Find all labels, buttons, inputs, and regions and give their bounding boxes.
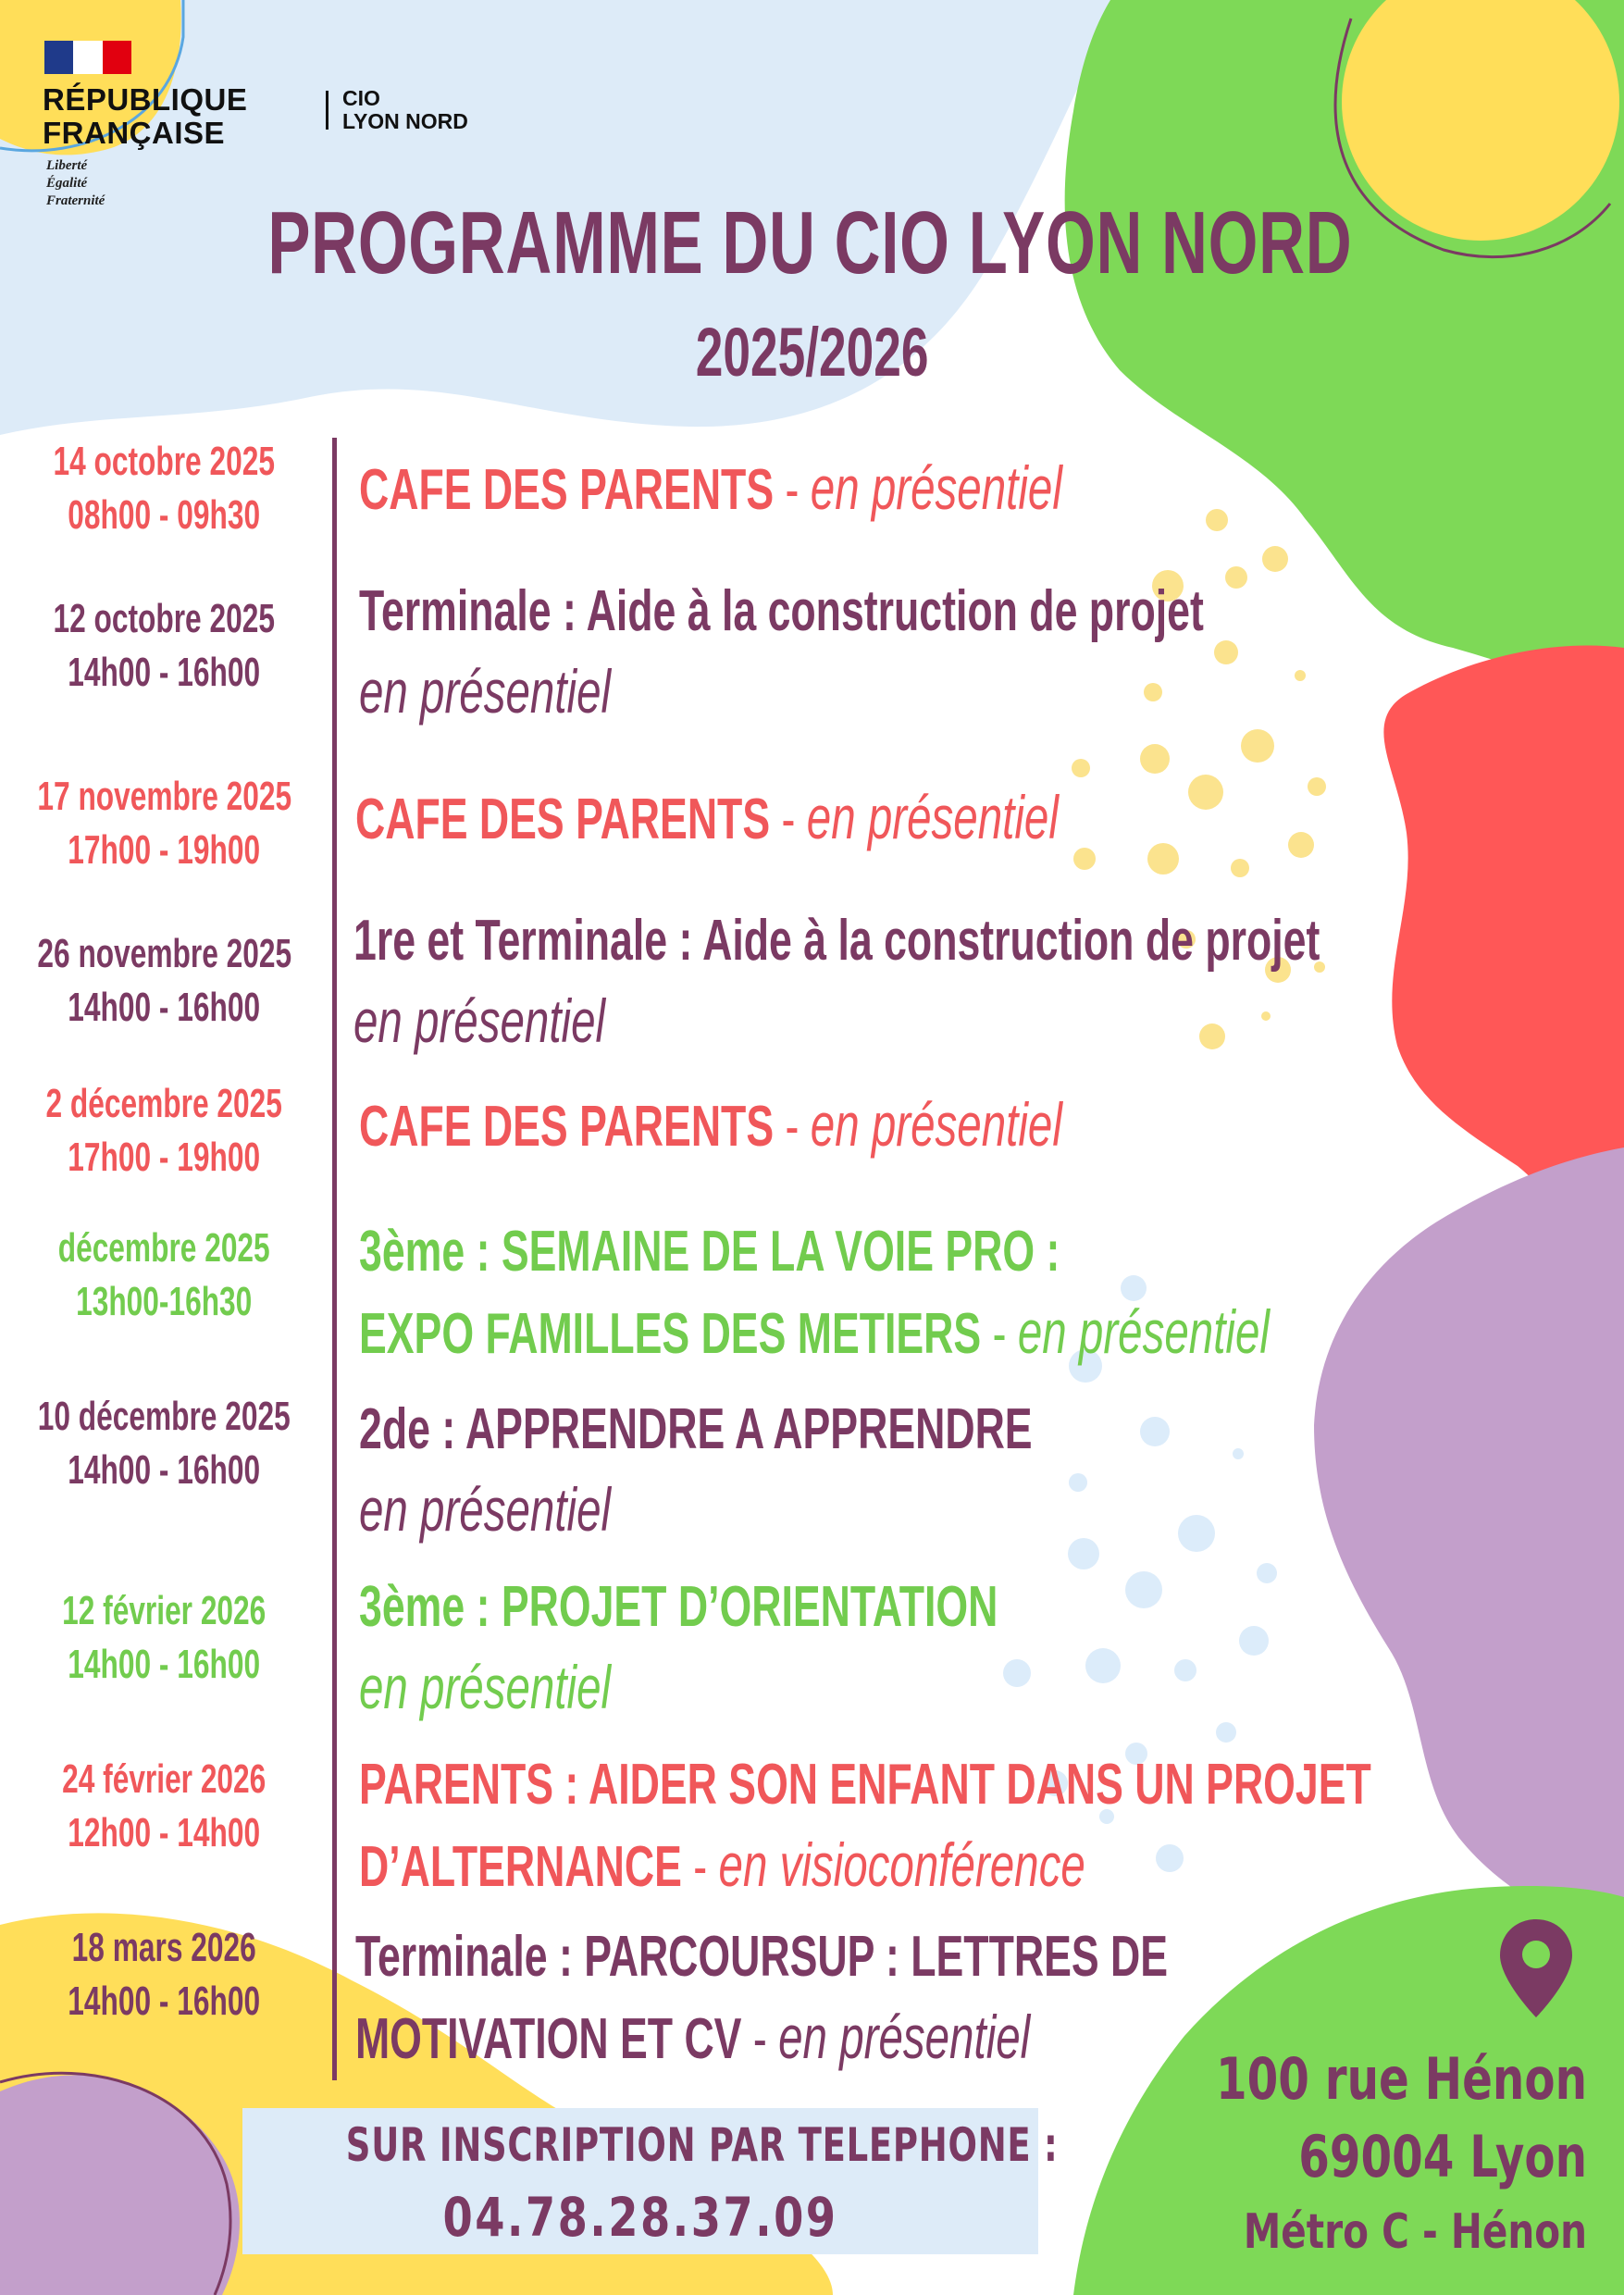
event-description (359, 448, 1332, 530)
event-title: 1re et Terminale : Aide à la construction de projet (353, 909, 1320, 973)
separator: - (770, 788, 807, 851)
address-street: 100 rue Hénon (1215, 2045, 1587, 2113)
timeline-line (332, 438, 337, 2080)
event-time: 14h00 - 16h00 (68, 1642, 261, 1687)
event-date: 10 décembre 2025 (37, 1394, 291, 1439)
event-time: 17h00 - 19h00 (68, 1135, 261, 1180)
event-date-block (37, 1077, 291, 1185)
republique-line1: RÉPUBLIQUE (43, 82, 248, 117)
event-description (353, 901, 1326, 1061)
event-title: Terminale : PARCOURSUP : LETTRES DE (355, 1925, 1169, 1989)
event-mode: en présentiel (359, 1653, 612, 1721)
event-date: 17 novembre 2025 (37, 774, 292, 819)
event-date-block (37, 1390, 291, 1497)
event-description (359, 1568, 1332, 1727)
event-title: CAFE DES PARENTS (355, 788, 771, 851)
event-date: 24 février 2026 (62, 1756, 267, 1802)
event-date-block (37, 1584, 291, 1692)
event-mode: en présentiel (353, 986, 606, 1055)
event-date: 18 mars 2026 (71, 1925, 256, 1970)
event-time: 14h00 - 16h00 (68, 985, 261, 1030)
event-title: 2de : APPRENDRE A APPRENDRE (359, 1397, 1033, 1461)
event-date: décembre 2025 (57, 1225, 270, 1271)
event-date: 2 décembre 2025 (45, 1081, 282, 1126)
event-time: 14h00 - 16h00 (68, 650, 261, 695)
event-title-line2: EXPO FAMILLES DES METIERS (359, 1302, 982, 1366)
cio-logo (342, 87, 546, 133)
logo-divider (326, 91, 329, 130)
motto-fraternite: Fraternité (46, 193, 105, 208)
separator: - (774, 458, 811, 522)
separator: - (681, 1835, 719, 1899)
event-title-line2: D’ALTERNANCE (359, 1835, 682, 1899)
republique-francaise-logo (43, 83, 265, 150)
event-description (359, 1745, 1371, 1907)
event-description (359, 1390, 1332, 1549)
separator: - (981, 1302, 1018, 1366)
event-title: CAFE DES PARENTS (359, 1095, 775, 1159)
event-title: Terminale : Aide à la construction de projet (359, 579, 1204, 643)
event-time: 17h00 - 19h00 (68, 827, 261, 873)
event-title: PARENTS : AIDER SON ENFANT DANS UN PROJET (359, 1753, 1371, 1817)
cio-line2: LYON NORD (342, 109, 468, 133)
event-mode: en présentiel (806, 783, 1059, 851)
event-time: 12h00 - 14h00 (68, 1810, 261, 1855)
address-metro: Métro C - Hénon (1243, 2204, 1587, 2260)
phone-number[interactable]: 04.78.28.37.09 (442, 2186, 838, 2249)
location-pin-icon (1494, 1916, 1578, 2021)
inscription-label: SUR INSCRIPTION PAR TELEPHONE : (345, 2118, 1059, 2172)
event-date: 26 novembre 2025 (37, 931, 292, 976)
event-description (359, 1212, 1332, 1374)
event-time: 14h00 - 16h00 (68, 1979, 261, 2024)
event-date-block (37, 435, 291, 542)
event-date: 14 octobre 2025 (53, 439, 275, 484)
event-date: 12 février 2026 (62, 1588, 267, 1633)
event-date-block (37, 1222, 291, 1329)
event-description (359, 1085, 1332, 1167)
event-mode: en présentiel (778, 2003, 1031, 2071)
republique-line2: FRANÇAISE (43, 116, 226, 150)
page-subtitle: 2025/2026 (695, 314, 929, 391)
separator: - (774, 1095, 811, 1159)
motto-liberte: Liberté (46, 158, 88, 173)
event-date-block (37, 770, 291, 877)
event-title: 3ème : SEMAINE DE LA VOIE PRO : (359, 1220, 1060, 1284)
event-date: 12 octobre 2025 (53, 596, 275, 641)
event-time: 08h00 - 09h30 (68, 492, 261, 538)
event-mode: en présentiel (810, 453, 1062, 522)
separator: - (741, 2007, 779, 2071)
event-description (359, 572, 1332, 731)
event-mode: en présentiel (359, 657, 612, 726)
event-mode: en présentiel (359, 1475, 612, 1544)
event-title: 3ème : PROJET D’ORIENTATION (359, 1575, 998, 1639)
event-time: 14h00 - 16h00 (68, 1447, 261, 1493)
event-mode: en présentiel (1017, 1297, 1270, 1366)
lilac-blob-right (1314, 1148, 1624, 1943)
page-title: PROGRAMME DU CIO LYON NORD (267, 193, 1353, 292)
event-date-block (37, 1753, 291, 1860)
cio-line1: CIO (342, 86, 380, 110)
event-title: CAFE DES PARENTS (359, 458, 775, 522)
event-description (355, 777, 1328, 860)
event-mode: en présentiel (810, 1090, 1062, 1159)
event-mode: en visioconférence (718, 1830, 1085, 1899)
event-date-block (37, 1921, 291, 2028)
event-title-line2: MOTIVATION ET CV (355, 2007, 742, 2071)
address-city: 69004 Lyon (1298, 2123, 1587, 2190)
french-flag-icon (44, 41, 131, 74)
event-date-block (37, 927, 291, 1035)
event-date-block (37, 592, 291, 700)
republic-motto (46, 157, 157, 210)
event-time: 13h00-16h30 (76, 1279, 253, 1324)
motto-egalite: Égalité (46, 176, 88, 191)
